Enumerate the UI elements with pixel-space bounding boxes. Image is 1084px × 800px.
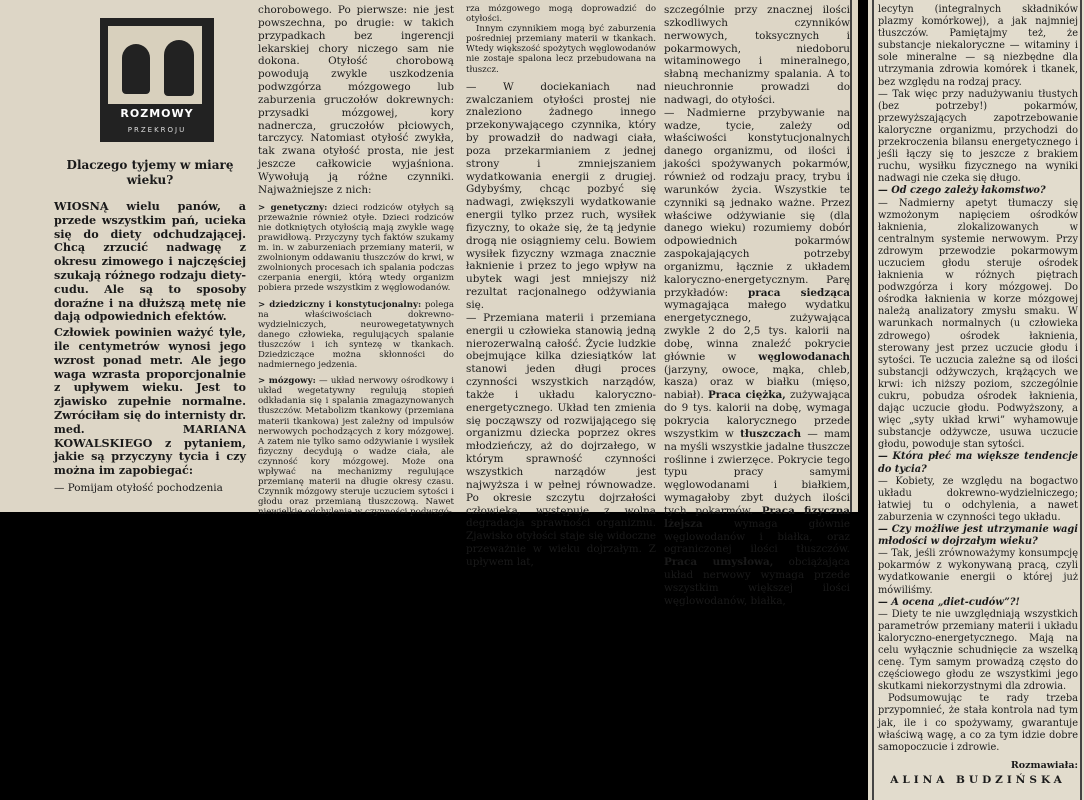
lead-paragraph-2: Człowiek powinien ważyć tyle, ile centymetrów wynosi jego wzrost ponad metr. Ale jego waga wzrasta proporcjonalnie z upływem wieku. Jest to zjawisko zupełnie normalne. Zwróciłam się do internisty dr. med. MARIANA KOWALSKIEGO z pytaniem, jakie są przyczyny tycia i czy można im zapobiegać: xyxy=(54,325,246,478)
col4-paragraph-2 xyxy=(664,107,850,608)
figure-silhouette-left xyxy=(122,44,150,94)
col4-text-a: — Nadmierne przybywanie na wadze, tycie, zależy od właściwości konstytucjonalnych danego organizmu, od ilości i jakości spożywanych pokarmów, również od rodzaju pracy, trybu i warunków życia. Wszystkie te czynniki są jednako ważne. Przez właściwe odżywianie się (dla danego wieku) rozumiemy dobór odpowiednich pokarmów zaspokajających potrzeby organizmu, łącznie z układem kaloryczno-energetycznym. Parę przykładów: xyxy=(664,106,850,299)
col4-bold-fats: tłuszczach xyxy=(740,427,802,440)
col3-paragraph-1: — W dociekaniach nad zwalczaniem otyłości prostej nie znaleziono żadnego innego przekonywającego czynnika, który by prowadził do nadwagi ciała, poza przekarmianiem z jednej strony i zmniejszaniem wydatkowania energii z drugiej. Gdybyśmy, chcąc pozbyć się nadwagi, zwiększyli wydatkowanie energii tylko przez ruch, wysiłek fizyczny, to okaże się, że tą jedynie drogą nie osiągniemy celu. Bowiem wysiłek fizyczny wzmaga znacznie łaknienie i przez to jego wpływ na ubytek wagi jest mniejszy niż rezultat racjonalnego odżywiania się. xyxy=(466,80,656,311)
col3-small-2: Innym czynnikiem mogą być zaburzenia pośredniej przemiany materii w tkankach. Wtedy większość spożytych węglowodanów nie zostaje spalona lecz przebudowana na tłuszcz. xyxy=(466,24,656,75)
col3-paragraph-2: — Przemiana materii i przemiana energii u człowieka stanowią jedną nierozerwalną całość. Życie ludzkie obejmujące kilka dziesiątków lat stanowi jeden długi proces czynności wszystkich narządów, także i układu kaloryczno-energetycznego. Układ ten zmienia się począwszy od rozwijającego się organizmu dziecka poprzez okres młodzieńczy, aż do dojrzałego, w którym sprawność czynności wszystkich narządów jest najwyższa i w pełnej równowadze. Po okresie szczytu dojrzałości człowieka, występuje z wolna degradacja sprawności organizmu. Zjawisko otyłości staje się widoczne przeważnie w wieku dojrzałym. Z upływem lat, xyxy=(466,311,656,568)
factor-genetic-text: dzieci rodziców otyłych są przeważnie również otyłe. Dzieci rodziców nie dotkniętych otyłością mają zwykle wagę prawidłową. Przyczyny tych faktów szukamy m. in. w zaburzeniach przemiany materii, w zwolnionym oddawaniu tłuszczów do krwi, w zwolnionych procesach ich spalania podczas czerpania energii, którą wtedy organizm pobiera przede wszystkim z węglowodanów. xyxy=(258,202,455,294)
factor-brain xyxy=(258,376,454,517)
factor-brain-label: > mózgowy: xyxy=(258,376,316,387)
factor-hereditary-label: > dziedziczny i konstytucjonalny: xyxy=(258,299,422,310)
col3-small-1: rza mózgowego mogą doprowadzić do otyłości. xyxy=(466,4,656,25)
article-headline: Dlaczego tyjemy w miarę wieku? xyxy=(66,158,234,187)
factor-genetic xyxy=(258,203,454,294)
side-paragraph-2: — Tak więc przy nadużywaniu tłustych (bez potrzeby!) pokarmów, przewyższających zapotrzebowanie kaloryczne organizmu, przychodzi do przekroczenia bilansu energetycznego i jeśli łączy się to jeszcze z brakiem ruchu, wysiłku fizycznego na wyniki nadwagi nie czeka się długo. xyxy=(878,88,1078,185)
side-frame-right xyxy=(1080,0,1082,800)
column-rule xyxy=(850,0,852,512)
side-column-clipping xyxy=(868,0,1084,800)
factor-hereditary-text: polega na właściwościach dokrewno-wydzielniczych, neurowegetatywnych danego człowieka, regulujących spalanie tłuszczów i ich syntezę w tkankach. Dziedziczące można skłonności do nadmiernego jedzenia. xyxy=(258,299,455,371)
col4-text-g: obciążająca układ nerwowy wymaga przede wszystkim większej ilości węglowodanów, białka, xyxy=(664,556,850,607)
side-paragraph-7: Podsumowując te rady trzeba przypomnieć, że stała kontrola nad tym jak, ile i co spożywamy, gwarantuje właściwą wagę, a co za tym idzie dobre samopoczucie i zdrowie. xyxy=(878,693,1078,753)
side-paragraph-1: lecytyn (integralnych składników plazmy komórkowej), a jak najmniej tłuszczów. Pamiętajmy też, że substancje niekaloryczne — witaminy i sole mineralne — są niezbędne dla utrzymania zdrowia komórek i tkanek, bez względu na rodzaj pracy. xyxy=(878,4,1078,88)
col4-text-c: (jarzyny, owoce, mąka, chleb, kasza) oraz w białku (mięso, nabiał). xyxy=(664,363,850,402)
col4-text-e: — mam na myśli wszystkie jadalne tłuszcze roślinne i zwierzęce. Pokrycie tego typu pracy samymi węglowodanami i białkiem, wymagałoby zbyt dużych ilości tych pokarmów. xyxy=(664,427,850,517)
col4-bold-heavy: Praca ciężka, xyxy=(707,389,786,402)
signature-name: ALINA BUDZIŃSKA xyxy=(890,773,1066,786)
column-3 xyxy=(466,4,656,569)
factor-genetic-label: > genetyczny: xyxy=(258,202,328,213)
side-paragraph-5: — Tak, jeśli zrównoważymy konsumpcję pokarmów z wykonywaną pracą, czyli wydatkowanie energii o której już mówiliśmy. xyxy=(878,548,1078,596)
question-4: — A ocena „diet-cudów”?! xyxy=(878,596,1020,608)
question-3: — Czy możliwe jest utrzymanie wagi młodości w dojrzałym wieku? xyxy=(878,524,1078,548)
logo-image xyxy=(100,18,214,142)
side-paragraph-3: — Nadmierny apetyt tłumaczy się wzmożonym napięciem ośrodków łaknienia, zlokalizowanych w centralnym systemie nerwowym. Przy zdrowym przewodzie pokarmowym uczuciem głodu steruje ośrodek łaknienia w różnych piętrach podwzgórza i kory mózgowej. Do ośrodka łaknienia w korze mózgowej należą analizatory zmysłu smaku. W warunkach normalnych (u człowieka zdrowego) ośrodek łaknienia, sterowany jest przez uczucie głodu i sytości. Te uczucia zależne są od ilości substancji odżywczych, krążących we krwi: ich niższy poziom, szczególnie cukru, pobudza ośrodek łaknienia, dając uczucie głodu. Podwyższony, a więc „syty układ krwi” wyhamowuje substancje odżywcze, usuwa uczucie głodu, powoduje stan sytości. xyxy=(878,197,1078,451)
col4-paragraph-1: szczególnie przy znacznej ilości szkodliwych czynników nerwowych, toksycznych i pokarmowych, niedoboru witaminowego i mineralnego, słabną mechanizmy spalania. A to nieuchronnie prowadzi do nadwagi, do otyłości. xyxy=(664,4,850,106)
col1-end-paragraph: — Pomijam otyłość pochodzenia xyxy=(54,481,223,494)
side-paragraph-4: — Kobiety, ze względu na bogactwo układu dokrewno-wydzielniczego; łatwiej tu o odchylenia, a nawet zaburzenia w czynności tego układu. xyxy=(878,475,1078,523)
col2-paragraph-1: chorobowego. Po pierwsze: nie jest powszechna, po drugie: w takich przypadkach bez ingerencji lekarskiej chory niczego sam nie dokona. Otyłość chorobową powodują zwykle uszkodzenia podwzgórza mózgowego lub zaburzenia gruczołów dokrewnych: przysadki mózgowej, kory nadnercza, gruczołów płciowych, tarczycy. Natomiast otyłość zwykła, tak zwana otyłość prosta, nie jest jeszcze całkowicie wyjaśniona. Wywołują ją różne czynniki. Najważniejsze z nich: xyxy=(258,4,454,196)
col4-bold-carbs: węglowodanach xyxy=(758,350,850,363)
logo-illustration xyxy=(108,26,202,104)
column-4 xyxy=(664,4,850,608)
col4-bold-mental: Praca umysłowa, xyxy=(664,556,774,569)
col4-bold-sedentary: praca siedząca xyxy=(747,286,850,299)
col4-text-b: wymagająca małego wydatku energetycznego, zużywająca zwykle 2 do 2,5 tys. kalorii na dobę, winna znaleźć pokrycie głównie w xyxy=(664,299,850,363)
figure-silhouette-right xyxy=(164,40,194,96)
side-paragraph-6: — Diety te nie uwzględniają wszystkich parametrów przemiany materii i układu kaloryczno-energetycznego. Mają na celu wyłącznie schudnięcie za wszelką cenę. Tym samym prowadzą często do częściowego głodu ze wszystkimi jego skutkami niekorzystnymi dla zdrowia. xyxy=(878,608,1078,693)
column-1 xyxy=(54,18,246,495)
logo-title: ROZMOWY xyxy=(120,107,194,120)
lead-paragraph-1: WIOSNĄ wielu panów, a przede wszystkim pań, ucieka się do diety odchudzającej. Chcą zrzucić nadwagę z okresu zimowego i najczęściej szukają różnego rodzaju diety-cudu. Ale są to sposoby doraźne i na dłuższą metę nie dają odpowiednich efektów. xyxy=(54,199,246,324)
factor-hereditary xyxy=(258,300,454,371)
column-2 xyxy=(258,4,454,517)
col4-text-f: wymaga głównie węglowodanów i białka, oraz ograniczonej ilości tłuszczów. xyxy=(664,517,850,556)
signature-label: Rozmawiała: xyxy=(1010,759,1078,771)
col4-text-d: zużywająca do 9 tys. kalorii na dobę, wymaga pokrycia kalorycznego przede wszystkim w xyxy=(664,389,850,440)
side-column xyxy=(878,4,1078,786)
question-1: — Od czego zależy łakomstwo? xyxy=(878,185,1046,197)
factor-brain-text: — układ nerwowy ośrodkowy i układ wegetatywny regulują stopień odkładania się i spalania zmagazynowanych tłuszczów. Metabolizm tkankowy (przemiana materii tkankowa) jest zależny od impulsów nerwowych pochodzących z kory mózgowej. A zatem nie tylko samo odżywianie i wysiłek fizyczny decydują o wadze ciała, ale czynność kory mózgowej. Może ona wpływać na mechanizmy regulujące przemianę materii na długie okresy czasu. Czynnik mózgowy steruje uczuciem sytości i głodu oraz przemianą tłuszczową. Nawet niewielkie odchylenia w czynności podwzgó- xyxy=(258,376,455,518)
col4-bold-light: Praca fizyczna lżejsza xyxy=(664,504,850,530)
logo-subtitle: PRZEKROJU xyxy=(127,126,187,134)
question-2: — Która płeć ma większe tendencje do tycia? xyxy=(878,451,1078,475)
side-frame-left xyxy=(872,0,874,800)
